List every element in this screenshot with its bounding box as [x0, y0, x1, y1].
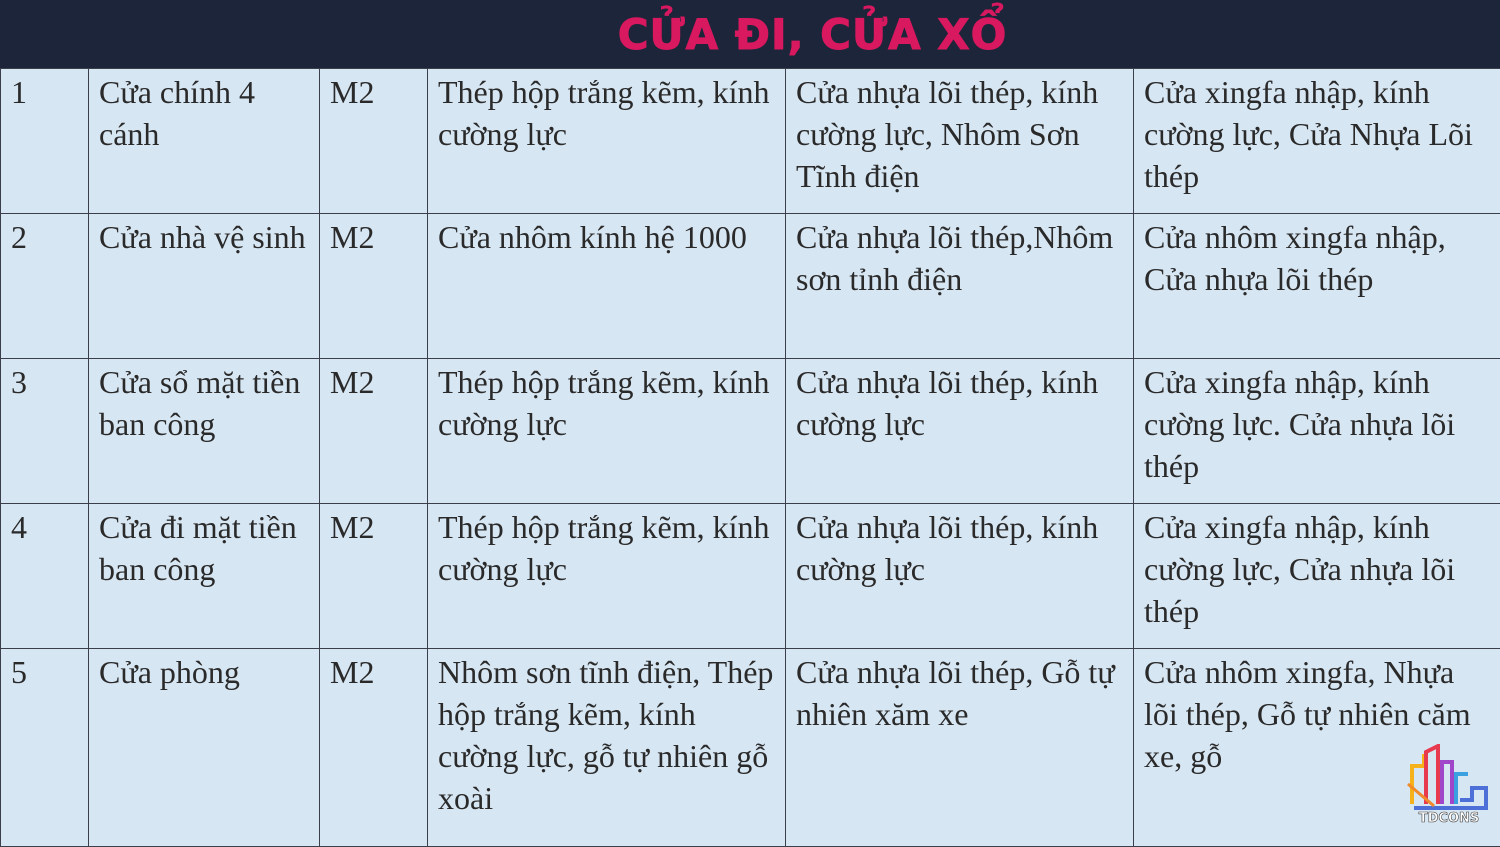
- item-name: Cửa chính 4 cánh: [89, 69, 320, 214]
- unit-cell: M2: [320, 649, 428, 847]
- unit-cell: M2: [320, 504, 428, 649]
- standard-material: Cửa nhựa lõi thép, kính cường lực, Nhôm Sơn Tĩnh điện: [786, 69, 1134, 214]
- basic-material: Thép hộp trắng kẽm, kính cường lực: [428, 359, 786, 504]
- basic-material: Thép hộp trắng kẽm, kính cường lực: [428, 504, 786, 649]
- premium-material: Cửa xingfa nhập, kính cường lực. Cửa nhựa lõi thép: [1134, 359, 1500, 504]
- basic-material: Thép hộp trắng kẽm, kính cường lực: [428, 69, 786, 214]
- premium-material: Cửa nhôm xingfa nhập, Cửa nhựa lõi thép: [1134, 214, 1500, 359]
- table-row: [1, 649, 1500, 847]
- row-number: 5: [1, 649, 89, 847]
- door-window-table: [0, 68, 1500, 847]
- standard-material: Cửa nhựa lõi thép, kính cường lực: [786, 504, 1134, 649]
- premium-material: Cửa xingfa nhập, kính cường lực, Cửa nhựa lõi thép: [1134, 504, 1500, 649]
- company-logo: [1406, 744, 1492, 826]
- item-name: Cửa nhà vệ sinh: [89, 214, 320, 359]
- premium-material: Cửa nhôm xingfa, Nhựa lõi thép, Gỗ tự nhiên căm xe, gỗ: [1134, 649, 1500, 847]
- basic-material: Cửa nhôm kính hệ 1000: [428, 214, 786, 359]
- row-number: 2: [1, 214, 89, 359]
- item-name: Cửa đi mặt tiền ban công: [89, 504, 320, 649]
- row-number: 1: [1, 69, 89, 214]
- item-name: Cửa sổ mặt tiền ban công: [89, 359, 320, 504]
- basic-material: Nhôm sơn tĩnh điện, Thép hộp trắng kẽm, kính cường lực, gỗ tự nhiên gỗ xoài: [428, 649, 786, 847]
- table-row: [1, 214, 1500, 359]
- unit-cell: M2: [320, 69, 428, 214]
- table-row: [1, 359, 1500, 504]
- title-bar: [0, 0, 1500, 68]
- logo-text: TDCONS: [1406, 811, 1492, 826]
- unit-cell: M2: [320, 214, 428, 359]
- row-number: 4: [1, 504, 89, 649]
- unit-cell: M2: [320, 359, 428, 504]
- row-number: 3: [1, 359, 89, 504]
- table-row: [1, 504, 1500, 649]
- premium-material: Cửa xingfa nhập, kính cường lực, Cửa Nhựa Lõi thép: [1134, 69, 1500, 214]
- building-logo-icon: [1406, 744, 1492, 814]
- standard-material: Cửa nhựa lõi thép, Gỗ tự nhiên xăm xe: [786, 649, 1134, 847]
- page-title: CỬA ĐI, CỬA XỔ: [618, 10, 1008, 59]
- item-name: Cửa phòng: [89, 649, 320, 847]
- table-row: [1, 69, 1500, 214]
- standard-material: Cửa nhựa lõi thép, kính cường lực: [786, 359, 1134, 504]
- standard-material: Cửa nhựa lõi thép,Nhôm sơn tỉnh điện: [786, 214, 1134, 359]
